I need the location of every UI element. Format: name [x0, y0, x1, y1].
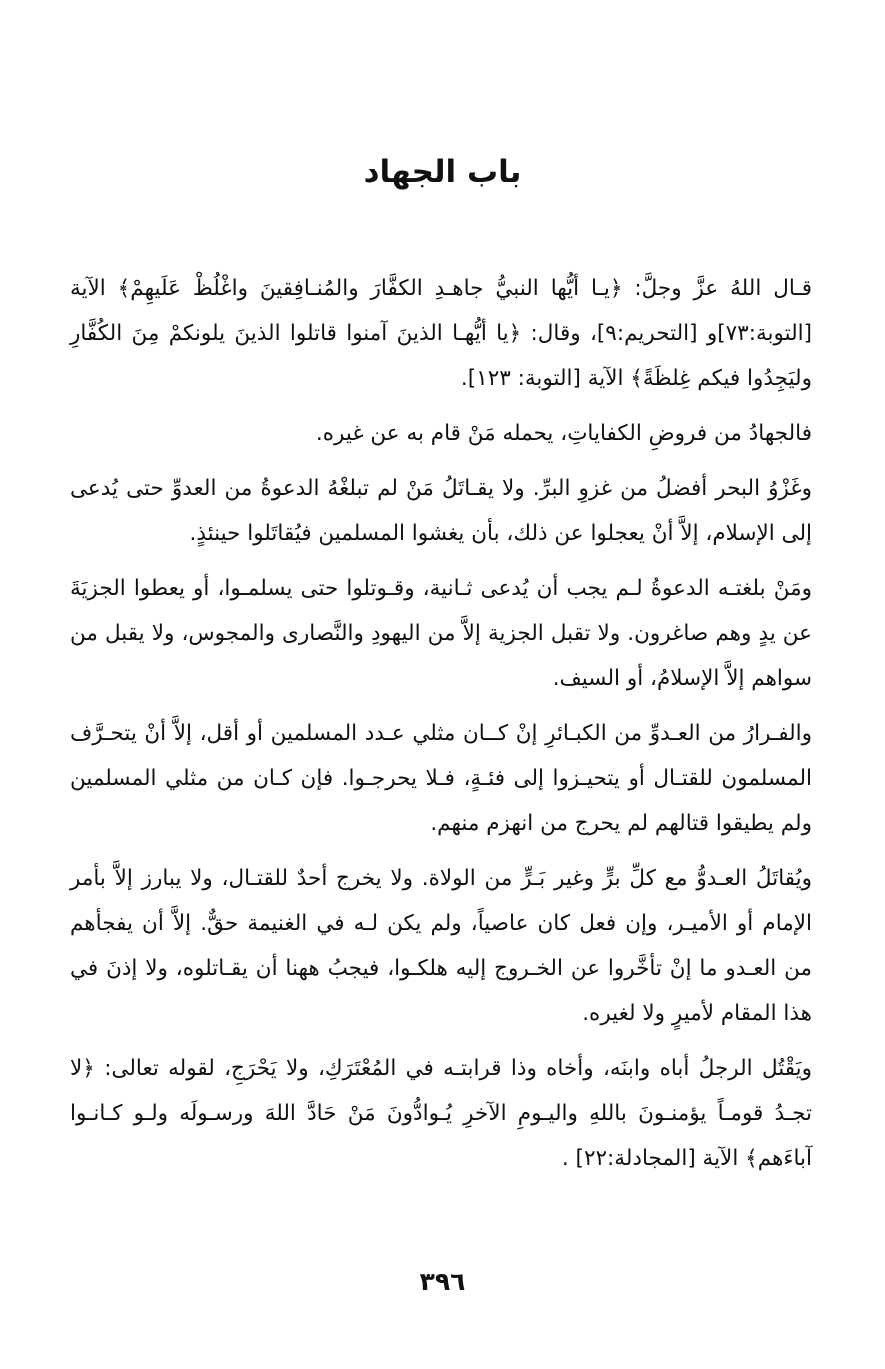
paragraph: قـال اللهُ عزَّ وجلَّ: ﴿يـا أيُّها النبيُّ جاهـدِ الكفَّارَ والمُنـافِقينَ واغْلُظْ عَلَيهِمْ﴾ الآية [التوبة:٧٣]و [التحريم:٩]، وقال: ﴿يا أيُّهـا الذينَ آمنوا قاتلوا الذينَ يلونكمْ مِنَ الكُفَّارِ وليَجِدُوا فيكم غِلظَةً﴾ الآية [التوبة: ١٢٣]. [70, 276, 812, 391]
paragraph: ومَنْ بلغتـه الدعوةُ لـم يجب أن يُدعى ثـانية، وقـوتلوا حتى يسلمـوا، أو يعطوا الجزيَةَ عن يدٍ وهم صاغرون. ولا تقبل الجزية إلاَّ من اليهودِ والنَّصارى والمجوس، ولا يقبل من سواهم إلاَّ الإسلامُ، أو السيف. [70, 576, 812, 691]
paragraph: وغَزْوُ البحر أفضلُ من غزوِ البرِّ. ولا يقـاتَلُ مَنْ لم تبلغْهُ الدعوةُ من العدوِّ حتى يُدعى إلى الإسلام، إلاَّ أنْ يعجلوا عن ذلك، بأن يغشوا المسلمين فيُقاتَلوا حينئذٍ. [70, 476, 812, 546]
chapter-body [70, 266, 812, 1191]
paragraph: ويَقْتُل الرجلُ أباه وابنَه، وأخاه وذا قرابتـه في المُعْتَرَكِ، ولا يَحْرَجِ، لقوله تعالى: ﴿لا تجـدُ قومـاً يؤمنـونَ باللهِ واليـومِ الآخرِ يُـوادُّونَ مَنْ حَادَّ اللهَ ورسـولَه ولـو كـانـوا آباءَهم﴾ الآية [المجادلة:٢٢] . [70, 1056, 812, 1171]
chapter-title: باب الجهاد [363, 154, 522, 190]
page-number: ٣٩٦ [419, 1267, 466, 1296]
paragraph: ويُقاتَلُ العـدوُّ مع كلِّ برٍّ وغير بَـرٍّ من الولاة. ولا يخرج أحدٌ للقتـال، ولا يبارز إلاَّ بأمر الإمام أو الأميـر، وإن فعل كان عاصياً، ولم يكن لـه في الغنيمة حقٌّ. إلاَّ أن يفجأهم من العـدو ما إنْ تأخَّروا عن الخـروج إليه هلكـوا، فيجبُ ههنا أن يقـاتلوه، ولا إذنَ في هذا المقام لأميرٍ ولا لغيره. [70, 866, 812, 1026]
paragraph: فالجهادُ من فروضِ الكفاياتِ، يحمله مَنْ قام به عن غيره. [315, 421, 812, 446]
paragraph: والفـرارُ من العـدوِّ من الكبـائرِ إنْ كــان مثلي عـدد المسلمين أو أقل، إلاَّ أنْ يتحـرَّف المسلمون للقتـال أو يتحيـزوا إلى فئـةٍ، فـلا يحرجـوا. فإن كـان من مثلي المسلمين ولم يطيقوا قتالهم لم يحرج من انهزم منهم. [70, 721, 812, 836]
